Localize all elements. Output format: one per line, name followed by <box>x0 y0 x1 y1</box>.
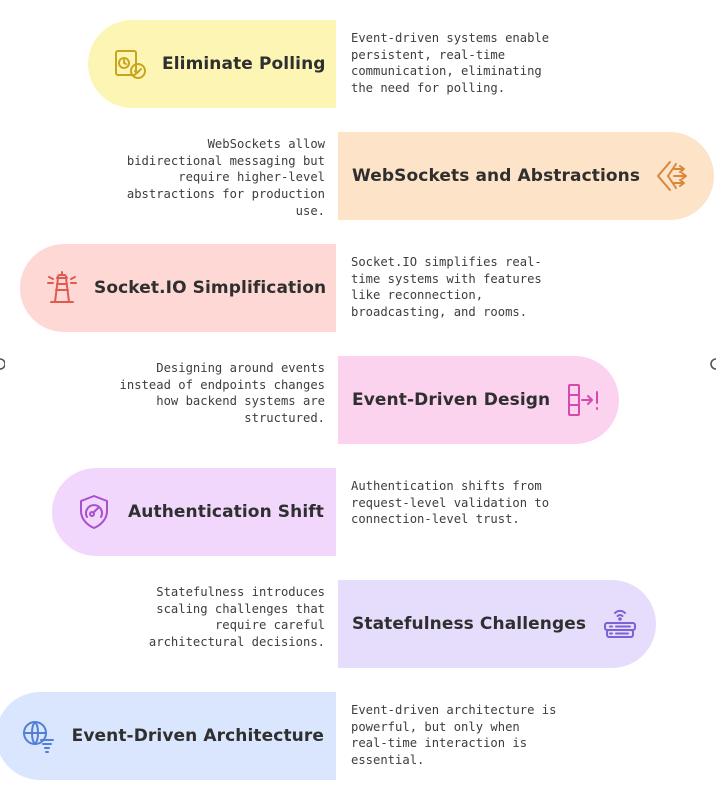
move-exclamation-icon <box>564 380 604 420</box>
shield-gauge-icon <box>74 492 114 532</box>
step-pill <box>20 244 336 332</box>
step-description: Event-driven systems enable persistent, real-time communication, eliminating the need for polling. <box>351 31 550 96</box>
globe-tornado-icon <box>18 716 58 756</box>
step-title: Eliminate Polling <box>162 54 326 74</box>
server-wifi-icon <box>600 604 640 644</box>
step-title: Statefulness Challenges <box>352 614 587 634</box>
layered-arrows-icon <box>654 156 694 196</box>
step-event-driven-design <box>0 356 716 444</box>
step-statefulness-challenges <box>0 580 716 668</box>
step-title: Event-Driven Design <box>352 390 551 410</box>
step-pill <box>88 20 336 108</box>
step-description: Event-driven architecture is powerful, but only when real-time interaction is essential. <box>351 703 557 768</box>
step-description: Statefulness introduces scaling challenges that require careful architectural decisions. <box>148 585 325 650</box>
step-pill <box>338 356 619 444</box>
step-pill <box>52 468 336 556</box>
step-eliminate-polling <box>0 20 716 108</box>
step-title: WebSockets and Abstractions <box>352 166 641 186</box>
step-title: Authentication Shift <box>128 502 324 522</box>
clock-check-icon <box>110 44 150 84</box>
step-authentication-shift <box>0 468 716 556</box>
step-description: WebSockets allow bidirectional messaging but require higher-level abstractions for production use. <box>126 137 325 218</box>
step-title: Socket.IO Simplification <box>94 278 327 298</box>
right-edge-mark <box>710 357 716 371</box>
step-pill <box>338 580 656 668</box>
step-socketio-simplification <box>0 244 716 332</box>
step-title: Event-Driven Architecture <box>71 726 324 746</box>
step-pill <box>338 132 714 220</box>
step-description: Designing around events instead of endpoints changes how backend systems are structured. <box>119 361 325 426</box>
step-event-driven-architecture <box>0 692 716 780</box>
step-pill <box>0 692 336 780</box>
step-description: Authentication shifts from request-level validation to connection-level trust. <box>351 479 550 527</box>
step-websockets-abstractions <box>0 132 716 220</box>
left-edge-mark <box>0 357 5 371</box>
lighthouse-icon <box>42 268 82 308</box>
step-description: Socket.IO simplifies real-time systems with features like reconnection, broadcasting, and rooms. <box>351 255 542 320</box>
